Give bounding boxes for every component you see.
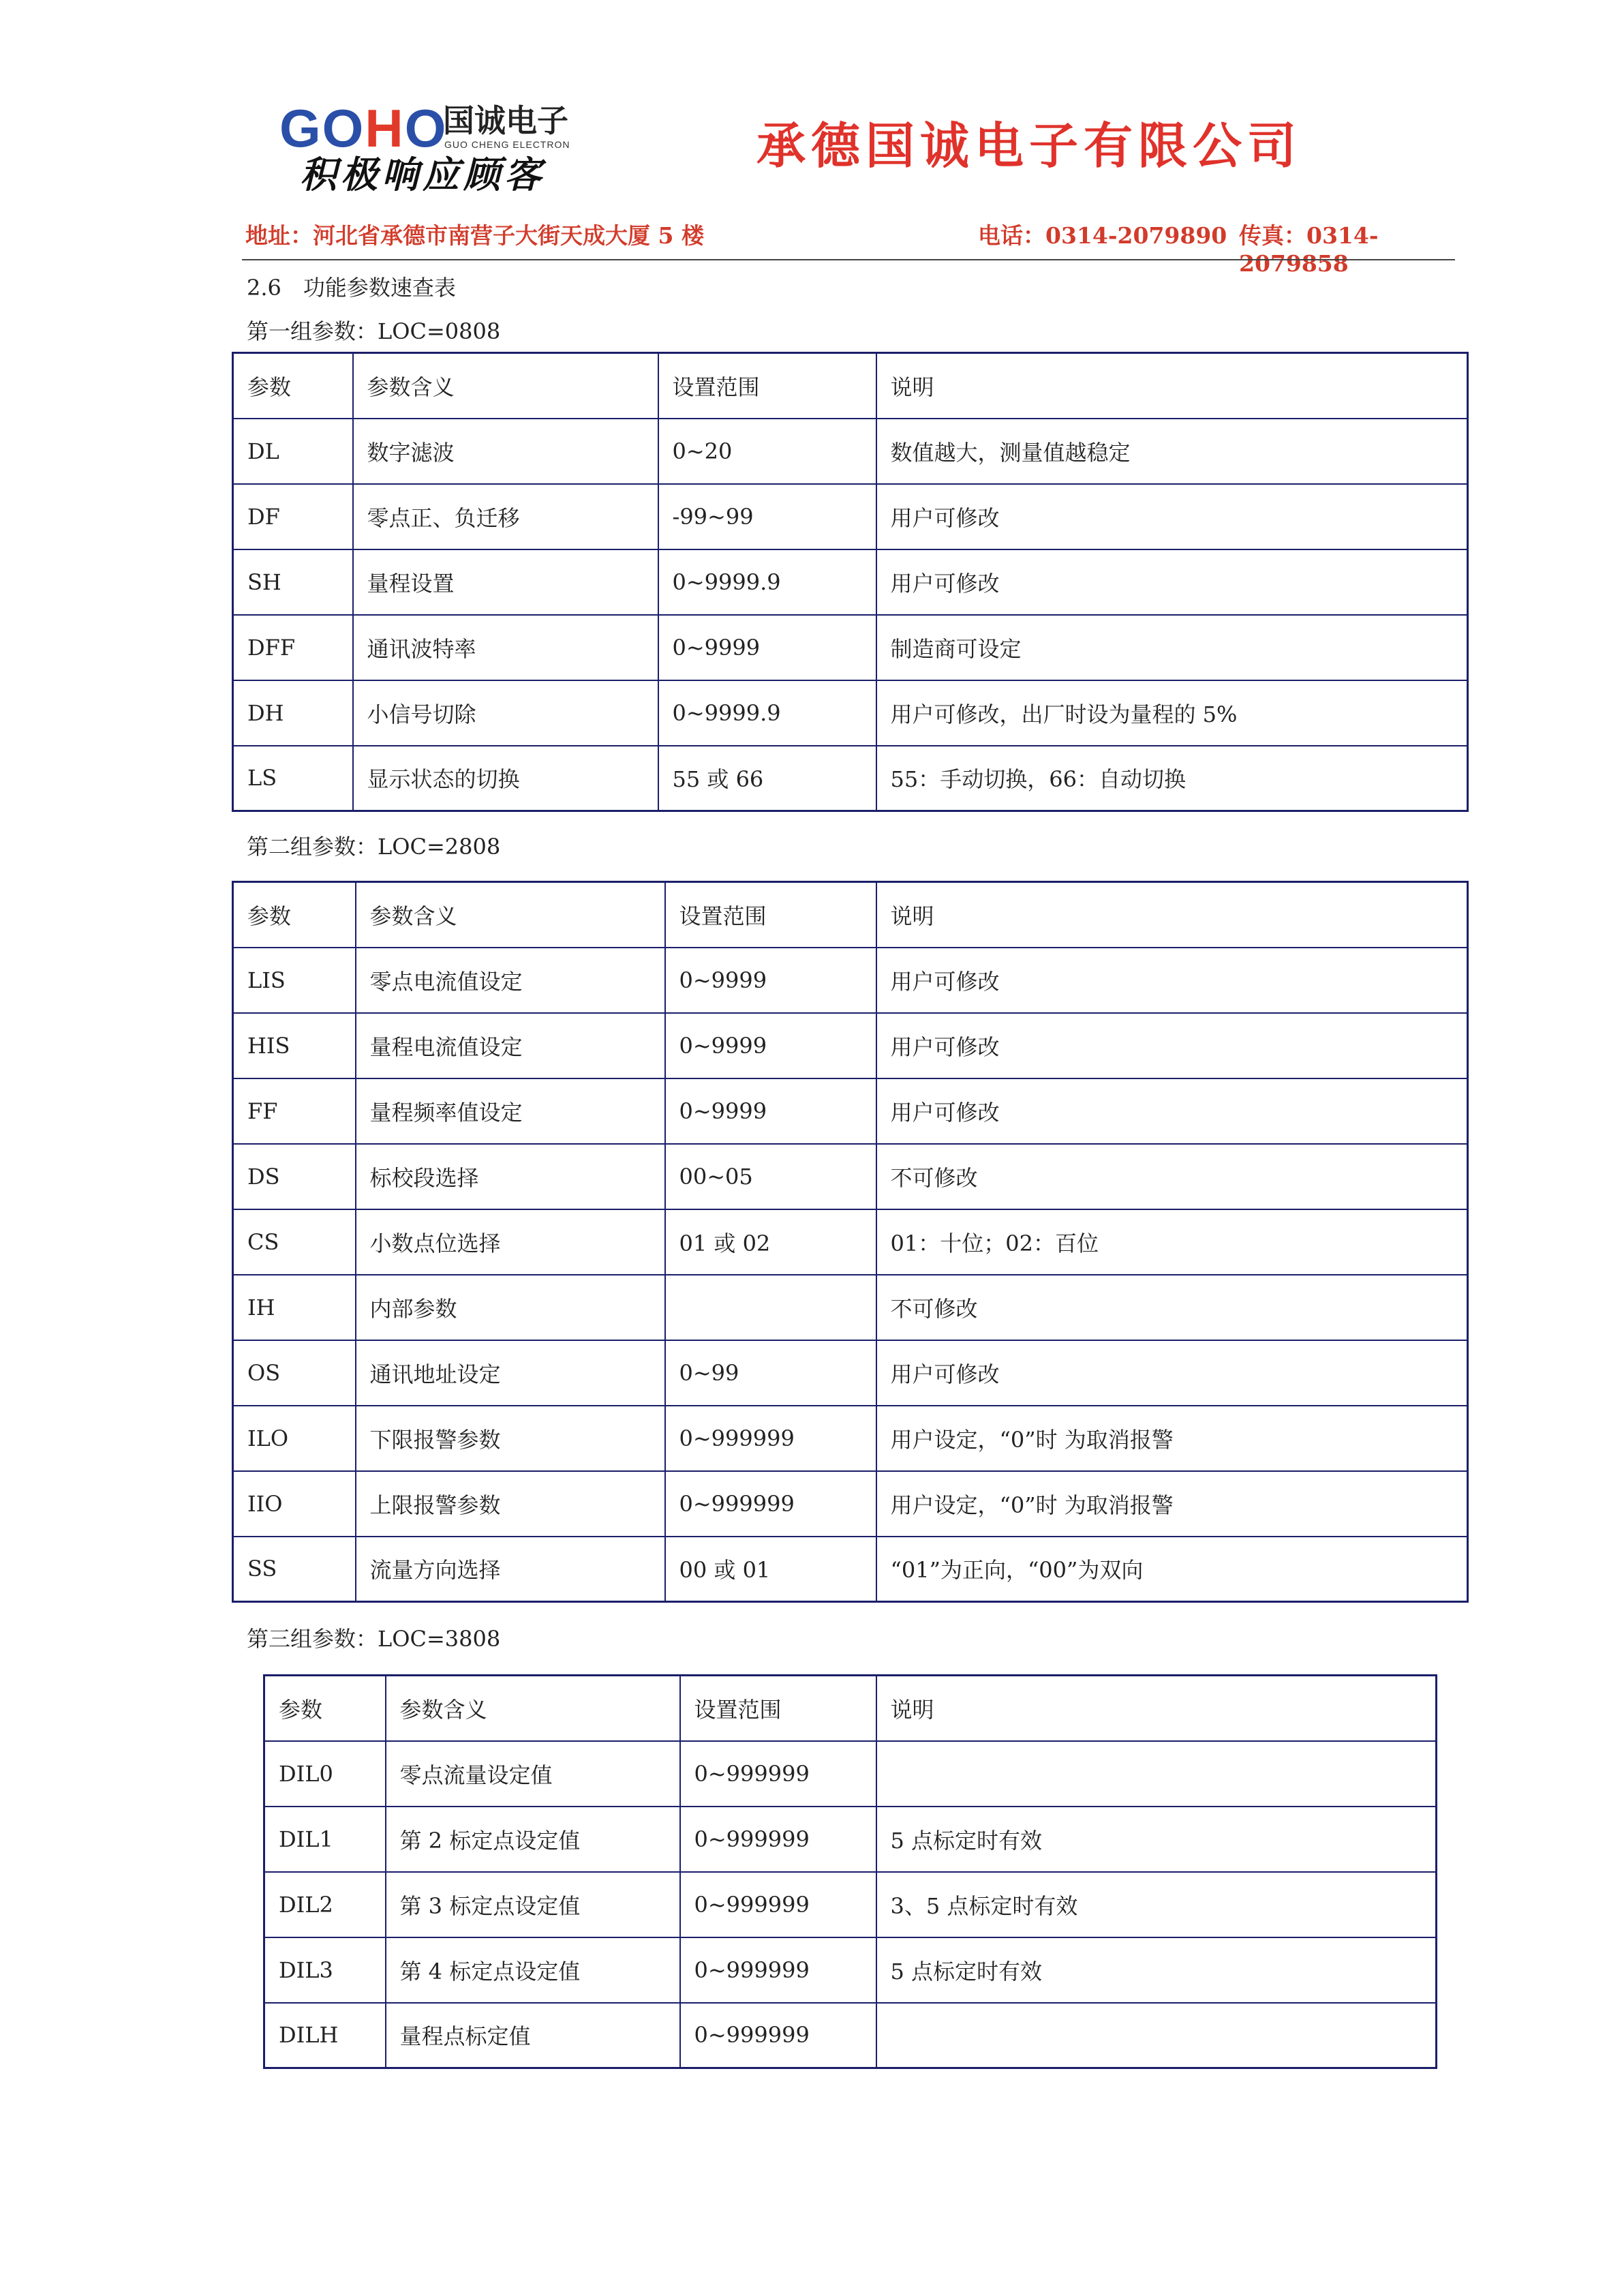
header-cell-note: 说明: [876, 882, 1468, 948]
cell-param: SS: [233, 1537, 356, 1602]
cell-note: 01：十位；02：百位: [876, 1209, 1468, 1275]
header-cell-param: 参数: [233, 353, 353, 419]
cell-note: [876, 1741, 1437, 1807]
cell-note: 55：手动切换，66：自动切换: [876, 746, 1468, 811]
table-row: [233, 1209, 1468, 1275]
cell-range: 0~999999: [665, 1406, 876, 1471]
table-row: [233, 1537, 1468, 1602]
header-cell-range: 设置范围: [680, 1676, 876, 1741]
group-2-table: [232, 881, 1469, 1603]
cell-meaning: 第 2 标定点设定值: [386, 1807, 680, 1872]
cell-param: LIS: [233, 948, 356, 1013]
table-header-row: [264, 1676, 1437, 1741]
contact-address: 地址：河北省承德市南营子大街天成大厦 5 楼: [245, 222, 704, 249]
cell-meaning: 第 3 标定点设定值: [386, 1872, 680, 1937]
cell-param: DIL3: [264, 1937, 386, 2003]
cell-meaning: 通讯波特率: [353, 615, 658, 680]
table-row: [264, 1807, 1437, 1872]
cell-note: 用户可修改: [876, 1078, 1468, 1144]
cell-meaning: 零点流量设定值: [386, 1741, 680, 1807]
header-divider: [242, 259, 1455, 260]
cell-range: 01 或 02: [665, 1209, 876, 1275]
cell-meaning: 内部参数: [356, 1275, 665, 1340]
table-row: [264, 2003, 1437, 2068]
contact-fax: 传真：0314-2079858: [1239, 222, 1379, 277]
group-3-label: 第三组参数：LOC=3808: [247, 1626, 501, 1652]
cell-param: DFF: [233, 615, 353, 680]
company-name: 承德国诚电子有限公司: [756, 117, 1302, 175]
cell-range: 55 或 66: [658, 746, 876, 811]
group-2-label: 第二组参数：LOC=2808: [247, 834, 501, 860]
header-cell-range: 设置范围: [665, 882, 876, 948]
cell-note: 用户可修改: [876, 549, 1468, 615]
cell-param: FF: [233, 1078, 356, 1144]
cell-meaning: 量程设置: [353, 549, 658, 615]
header-cell-meaning: 参数含义: [353, 353, 658, 419]
cell-range: 0~9999: [665, 948, 876, 1013]
cell-note: 用户设定，“0”时 为取消报警: [876, 1471, 1468, 1537]
cell-param: DIL2: [264, 1872, 386, 1937]
table-row: [233, 549, 1468, 615]
cell-meaning: 小信号切除: [353, 680, 658, 746]
table-row: [264, 1937, 1437, 2003]
header-cell-param: 参数: [264, 1676, 386, 1741]
cell-meaning: 数字滤波: [353, 419, 658, 484]
cell-note: 不可修改: [876, 1275, 1468, 1340]
company-logo: [279, 98, 593, 196]
cell-meaning: 流量方向选择: [356, 1537, 665, 1602]
table-row: [233, 1144, 1468, 1209]
cell-range: 0~9999: [665, 1078, 876, 1144]
table-row: [233, 615, 1468, 680]
table-row: [233, 746, 1468, 811]
cell-range: -99~99: [658, 484, 876, 549]
cell-note: 用户可修改: [876, 1013, 1468, 1078]
cell-note: 用户可修改: [876, 948, 1468, 1013]
cell-range: 0~9999: [658, 615, 876, 680]
cell-param: LS: [233, 746, 353, 811]
table-row: [233, 948, 1468, 1013]
cell-meaning: 下限报警参数: [356, 1406, 665, 1471]
cell-meaning: 量程电流值设定: [356, 1013, 665, 1078]
cell-note: 用户可修改，出厂时设为量程的 5%: [876, 680, 1468, 746]
header-cell-note: 说明: [876, 353, 1468, 419]
table-row: [233, 1013, 1468, 1078]
contact-line: [245, 218, 1452, 277]
cell-param: CS: [233, 1209, 356, 1275]
contact-phone: 电话：0314-2079890: [978, 222, 1227, 249]
cell-note: 不可修改: [876, 1144, 1468, 1209]
cell-param: HIS: [233, 1013, 356, 1078]
table-row: [264, 1872, 1437, 1937]
group-3-table: [263, 1674, 1437, 2069]
table-row: [233, 1471, 1468, 1537]
logo-english-name: GUO CHENG ELECTRON: [444, 139, 570, 150]
cell-param: SH: [233, 549, 353, 615]
cell-note: “01”为正向，“00”为双向: [876, 1537, 1468, 1602]
table-row: [233, 1406, 1468, 1471]
cell-note: 用户可修改: [876, 1340, 1468, 1406]
header-cell-meaning: 参数含义: [356, 882, 665, 948]
section-heading: 2.6 功能参数速查表: [247, 275, 456, 301]
cell-param: ILO: [233, 1406, 356, 1471]
cell-note: [876, 2003, 1437, 2068]
cell-meaning: 小数点位选择: [356, 1209, 665, 1275]
cell-note: 5 点标定时有效: [876, 1937, 1437, 2003]
cell-range: 00~05: [665, 1144, 876, 1209]
cell-meaning: 第 4 标定点设定值: [386, 1937, 680, 2003]
cell-note: 数值越大，测量值越稳定: [876, 419, 1468, 484]
cell-range: 0~999999: [680, 1741, 876, 1807]
cell-param: DILH: [264, 2003, 386, 2068]
cell-range: 0~9999.9: [658, 549, 876, 615]
logo-slogan: 积极响应顾客: [300, 153, 545, 196]
table-header-row: [233, 353, 1468, 419]
cell-meaning: 零点电流值设定: [356, 948, 665, 1013]
cell-range: 0~20: [658, 419, 876, 484]
cell-note: 3、5 点标定时有效: [876, 1872, 1437, 1937]
group-1-table: [232, 352, 1469, 812]
header-cell-range: 设置范围: [658, 353, 876, 419]
cell-note: 制造商可设定: [876, 615, 1468, 680]
cell-note: 用户可修改: [876, 484, 1468, 549]
cell-range: 0~99: [665, 1340, 876, 1406]
cell-range: 0~9999.9: [658, 680, 876, 746]
cell-range: 0~9999: [665, 1013, 876, 1078]
cell-param: DS: [233, 1144, 356, 1209]
cell-range: [665, 1275, 876, 1340]
header-cell-meaning: 参数含义: [386, 1676, 680, 1741]
table-row: [233, 1078, 1468, 1144]
table-row: [264, 1741, 1437, 1807]
cell-range: 0~999999: [680, 1807, 876, 1872]
header-cell-param: 参数: [233, 882, 356, 948]
cell-param: IH: [233, 1275, 356, 1340]
group-1-label: 第一组参数：LOC=0808: [247, 318, 501, 344]
table-row: [233, 484, 1468, 549]
cell-range: 00 或 01: [665, 1537, 876, 1602]
cell-param: OS: [233, 1340, 356, 1406]
cell-param: DH: [233, 680, 353, 746]
cell-param: DIL0: [264, 1741, 386, 1807]
table-row: [233, 1275, 1468, 1340]
cell-note: 用户设定，“0”时 为取消报警: [876, 1406, 1468, 1471]
cell-param: IIO: [233, 1471, 356, 1537]
table-row: [233, 680, 1468, 746]
cell-meaning: 上限报警参数: [356, 1471, 665, 1537]
table-header-row: [233, 882, 1468, 948]
logo-chinese-name: 国诚电子: [443, 102, 568, 139]
cell-meaning: 通讯地址设定: [356, 1340, 665, 1406]
cell-param: DF: [233, 484, 353, 549]
cell-param: DIL1: [264, 1807, 386, 1872]
cell-range: 0~999999: [680, 1872, 876, 1937]
cell-meaning: 量程频率值设定: [356, 1078, 665, 1144]
cell-range: 0~999999: [680, 2003, 876, 2068]
header-cell-note: 说明: [876, 1676, 1437, 1741]
logo-brand-accent: H: [365, 98, 405, 158]
cell-note: 5 点标定时有效: [876, 1807, 1437, 1872]
table-row: [233, 419, 1468, 484]
table-row: [233, 1340, 1468, 1406]
cell-meaning: 零点正、负迁移: [353, 484, 658, 549]
cell-param: DL: [233, 419, 353, 484]
cell-meaning: 显示状态的切换: [353, 746, 658, 811]
cell-range: 0~999999: [680, 1937, 876, 2003]
cell-meaning: 量程点标定值: [386, 2003, 680, 2068]
logo-brand: GOHO: [279, 98, 448, 158]
cell-range: 0~999999: [665, 1471, 876, 1537]
cell-meaning: 标校段选择: [356, 1144, 665, 1209]
